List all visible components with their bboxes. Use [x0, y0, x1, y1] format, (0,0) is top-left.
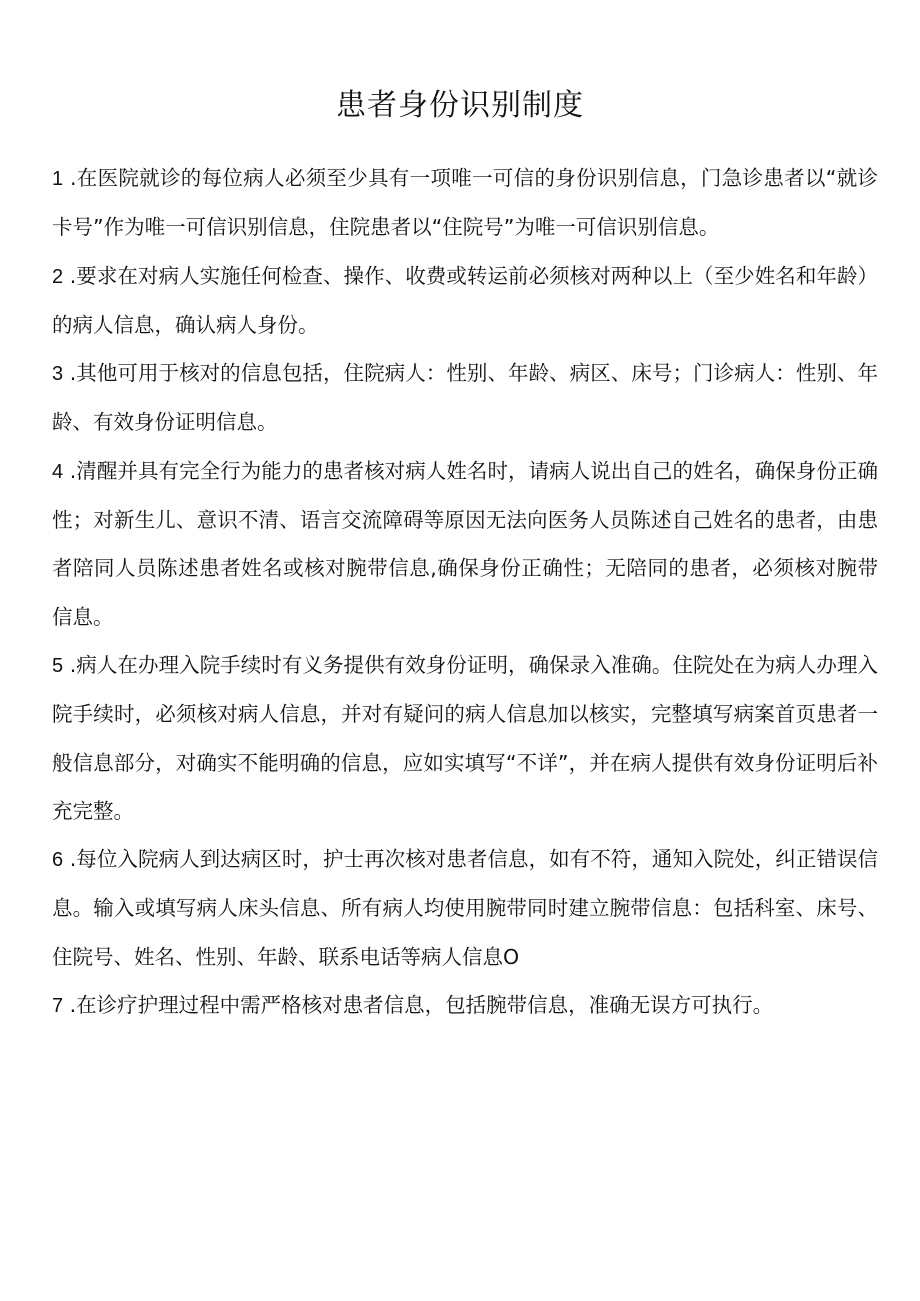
- rule-number: 2: [52, 265, 64, 288]
- rule-text: .清醒并具有完全行为能力的患者核对病人姓名时，请病人说出自己的姓名，确保身份正确性；对新生儿、意识不清、语言交流障碍等原因无法向医务人员陈述自己姓名的患者，由患者陪同人员陈述患者姓名或核对腕带信息,确保身份正确性；无陪同的患者，必须核对腕带信息。: [52, 458, 878, 629]
- rule-number: 4: [52, 460, 64, 483]
- rule-text: .要求在对病人实施任何检查、操作、收费或转运前必须核对两种以上（至少姓名和年龄）的病人信息，确认病人身份。: [52, 263, 878, 337]
- rule-item-4: [52, 447, 878, 641]
- rule-number: 3: [52, 363, 64, 386]
- rule-text: .其他可用于核对的信息包括，住院病人：性别、年龄、病区、床号；门诊病人：性别、年龄、有效身份证明信息。: [52, 361, 878, 435]
- rule-text: .在医院就诊的每位病人必须至少具有一项唯一可信的身份识别信息，门急诊患者以“就诊卡号”作为唯一可信识别信息，住院患者以“住院号”为唯一可信识别信息。: [52, 166, 878, 240]
- rule-item-5: [52, 641, 878, 835]
- rule-number: 1: [52, 168, 64, 190]
- rule-text: .每位入院病人到达病区时，护士再次核对患者信息，如有不符，通知入院处，纠正错误信息。输入或填写病人床头信息、所有病人均使用腕带同时建立腕带信息：包括科室、床号、住院号、姓名、性别、年龄、联系电话等病人信息O: [52, 847, 878, 969]
- rule-item-6: [52, 835, 878, 981]
- rule-text: .在诊疗护理过程中需严格核对患者信息，包括腕带信息，准确无误方可执行。: [63, 993, 774, 1018]
- rule-item-7: [52, 981, 878, 1030]
- rule-number: 7: [52, 995, 64, 1018]
- rule-item-2: [52, 252, 878, 350]
- rule-text: .病人在办理入院手续时有义务提供有效身份证明，确保录入准确。住院处在为病人办理入院手续时，必须核对病人信息，并对有疑问的病人信息加以核实，完整填写病案首页患者一般信息部分，对确实不能明确的信息，应如实填写“不详”，并在病人提供有效身份证明后补充完整。: [52, 652, 878, 823]
- rule-list: [52, 154, 878, 1030]
- document-title: 患者身份识别制度: [336, 88, 584, 123]
- rule-item-3: [52, 349, 878, 447]
- rule-number: 6: [52, 849, 64, 872]
- rule-item-1: [52, 154, 878, 252]
- rule-number: 5: [52, 654, 64, 677]
